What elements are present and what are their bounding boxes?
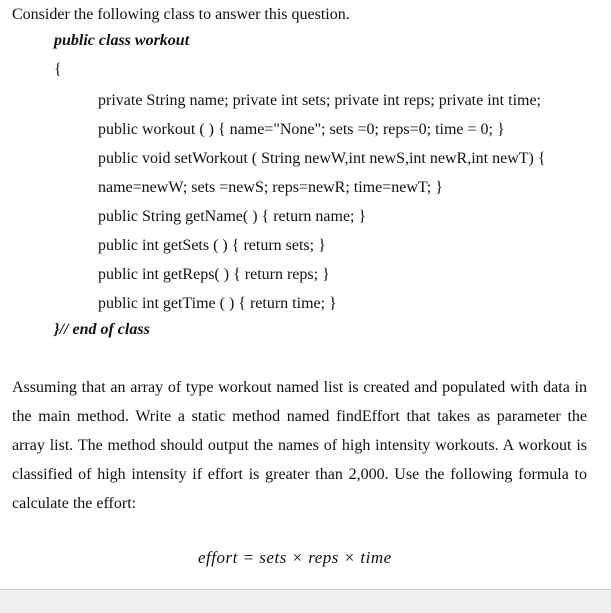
code-line-getreps: public int getReps( ) { return reps; } xyxy=(98,266,330,283)
code-line-gettime: public int getTime ( ) { return time; } xyxy=(98,295,337,312)
open-brace: { xyxy=(54,61,62,78)
end-of-class-comment: }// end of class xyxy=(54,321,150,338)
code-line-getsets: public int getSets ( ) { return sets; } xyxy=(98,237,326,254)
code-line-fields: private String name; private int sets; private int reps; private int time; xyxy=(98,92,541,109)
effort-formula: effort = sets × reps × time xyxy=(198,548,392,567)
code-line-constructor: public workout ( ) { name="None"; sets =0; reps=0; time = 0; } xyxy=(98,121,505,138)
question-paragraph: Assuming that an array of type workout named list is created and populated with data in the main method. Write a static method named findEffort that takes as parameter the array list. The method should output the names of high intensity workouts. A workout is classified of high intensity if effort is greater than 2,000. Use the following formula to calculate the effort: xyxy=(12,379,587,512)
intro-text: Consider the following class to answer this question. xyxy=(12,6,350,23)
code-line-getname: public String getName( ) { return name; } xyxy=(98,208,367,225)
code-line-setworkout-body: name=newW; sets =newS; reps=newR; time=newT; } xyxy=(98,179,443,196)
bottom-scroll-strip xyxy=(0,589,611,613)
class-declaration: public class workout xyxy=(54,32,190,49)
code-line-setworkout: public void setWorkout ( String newW,int newS,int newR,int newT) { xyxy=(98,150,546,167)
